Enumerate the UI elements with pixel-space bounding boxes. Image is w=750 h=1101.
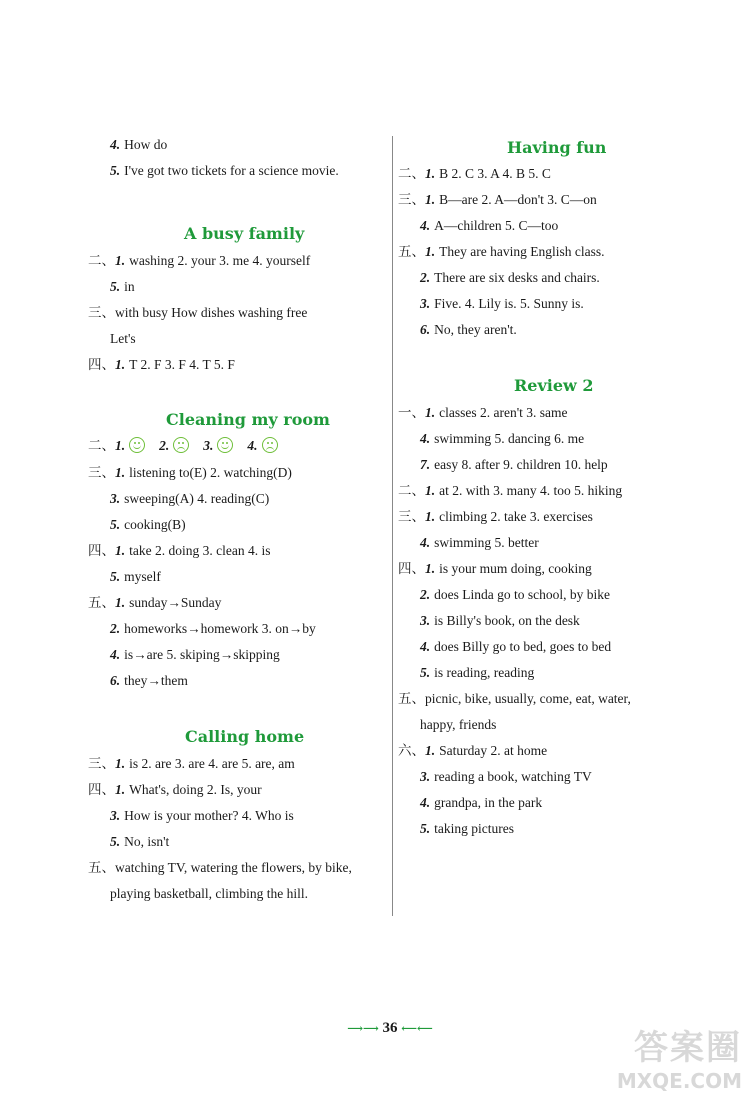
face-number: 3. — [203, 438, 214, 453]
answer-line: 四、1. T 2. F 3. F 4. T 5. F — [88, 357, 235, 372]
answer-line: 6. No, they aren't. — [420, 322, 517, 337]
answer-line: 5. is reading, reading — [420, 665, 535, 680]
answer-line: 五、1. They are having English class. — [398, 244, 605, 259]
answer-line: 三、1. B—are 2. A—don't 3. C—on — [398, 192, 597, 207]
answer-line: 3. sweeping(A) 4. reading(C) — [110, 491, 270, 506]
smiley-face-icon — [129, 437, 145, 453]
footer-decoration-right: ⟵⟵ — [401, 1023, 433, 1035]
heading-having-fun: Having fun — [507, 138, 607, 157]
answer-line: 4. A—children 5. C—too — [420, 218, 559, 233]
answer-line: 3. is Billy's book, on the desk — [420, 613, 580, 628]
answer-line: 5. cooking(B) — [110, 517, 186, 532]
page-footer — [330, 1020, 450, 1037]
answer-line: 5. myself — [110, 569, 161, 584]
answer-line: 一、1. classes 2. aren't 3. same — [398, 405, 568, 420]
faces-prefix: 二、 — [88, 438, 115, 453]
answer-line: 2. does Linda go to school, by bike — [420, 587, 610, 602]
face-number: 1. — [115, 438, 126, 453]
answer-line: 三、1. climbing 2. take 3. exercises — [398, 509, 593, 524]
answer-line: 3. Five. 4. Lily is. 5. Sunny is. — [420, 296, 584, 311]
heading-calling-home: Calling home — [185, 727, 305, 746]
heading-review-2: Review 2 — [514, 376, 594, 395]
answer-line: 7. easy 8. after 9. children 10. help — [420, 457, 608, 472]
answer-line: 4. swimming 5. dancing 6. me — [420, 431, 585, 446]
answer-line: 4. grandpa, in the park — [420, 795, 543, 810]
footer-decoration-left: ⟶⟶ — [347, 1023, 379, 1035]
watermark-url: MXQE.COM — [616, 1069, 742, 1093]
answer-line: 六、1. Saturday 2. at home — [398, 743, 548, 758]
answer-line: 三、with busy How dishes washing free — [88, 305, 308, 320]
answer-line: 5. No, isn't — [110, 834, 170, 849]
face-number: 2. — [159, 438, 170, 453]
answer-line: 3. How is your mother? 4. Who is — [110, 808, 294, 823]
answer-line: 五、picnic, bike, usually, come, eat, water, — [398, 691, 631, 706]
answer-line: 二、1. washing 2. your 3. me 4. yourself — [88, 253, 311, 268]
answer-line: 4. is→are 5. skiping→skipping — [110, 647, 280, 662]
answer-line: 6. they→them — [110, 673, 188, 688]
column-divider — [392, 136, 393, 916]
answer-line: 5. taking pictures — [420, 821, 514, 836]
sad-face-icon — [173, 437, 189, 453]
sad-face-icon — [262, 437, 278, 453]
answer-line: 四、1. What's, doing 2. Is, your — [88, 782, 262, 797]
faces-row — [88, 437, 292, 455]
answer-line: 2. homeworks→homework 3. on→by — [110, 621, 316, 636]
smiley-face-icon — [217, 437, 233, 453]
answer-line: 五、1. sunday→Sunday — [88, 595, 222, 610]
answer-line: playing basketball, climbing the hill. — [110, 886, 308, 901]
answer-line: 5. in — [110, 279, 135, 294]
watermark — [617, 1020, 742, 1093]
answer-line: 3. reading a book, watching TV — [420, 769, 592, 784]
answer-line: 4. How do — [110, 137, 168, 152]
answer-line: 二、1. at 2. with 3. many 4. too 5. hiking — [398, 483, 623, 498]
answer-line: 四、1. take 2. doing 3. clean 4. is — [88, 543, 271, 558]
answer-line: 2. There are six desks and chairs. — [420, 270, 600, 285]
answer-line: 5. I've got two tickets for a science movie. — [110, 163, 339, 178]
answer-line: 4. swimming 5. better — [420, 535, 539, 550]
answer-line: 四、1. is your mum doing, cooking — [398, 561, 592, 576]
answer-line: happy, friends — [420, 717, 497, 732]
page-number: 36 — [382, 1020, 398, 1036]
answer-line: 三、1. is 2. are 3. are 4. are 5. are, am — [88, 756, 295, 771]
answer-line: 三、1. listening to(E) 2. watching(D) — [88, 465, 292, 480]
answer-line: 五、watching TV, watering the flowers, by bike, — [88, 860, 352, 875]
heading-busy-family: A busy family — [184, 224, 305, 243]
heading-cleaning-my-room: Cleaning my room — [166, 410, 330, 429]
face-number: 4. — [247, 438, 258, 453]
answer-line: Let's — [110, 331, 136, 346]
answer-line: 4. does Billy go to bed, goes to bed — [420, 639, 612, 654]
answer-line: 二、1. B 2. C 3. A 4. B 5. C — [398, 166, 551, 181]
watermark-logo: 答案圈 — [634, 1028, 742, 1068]
